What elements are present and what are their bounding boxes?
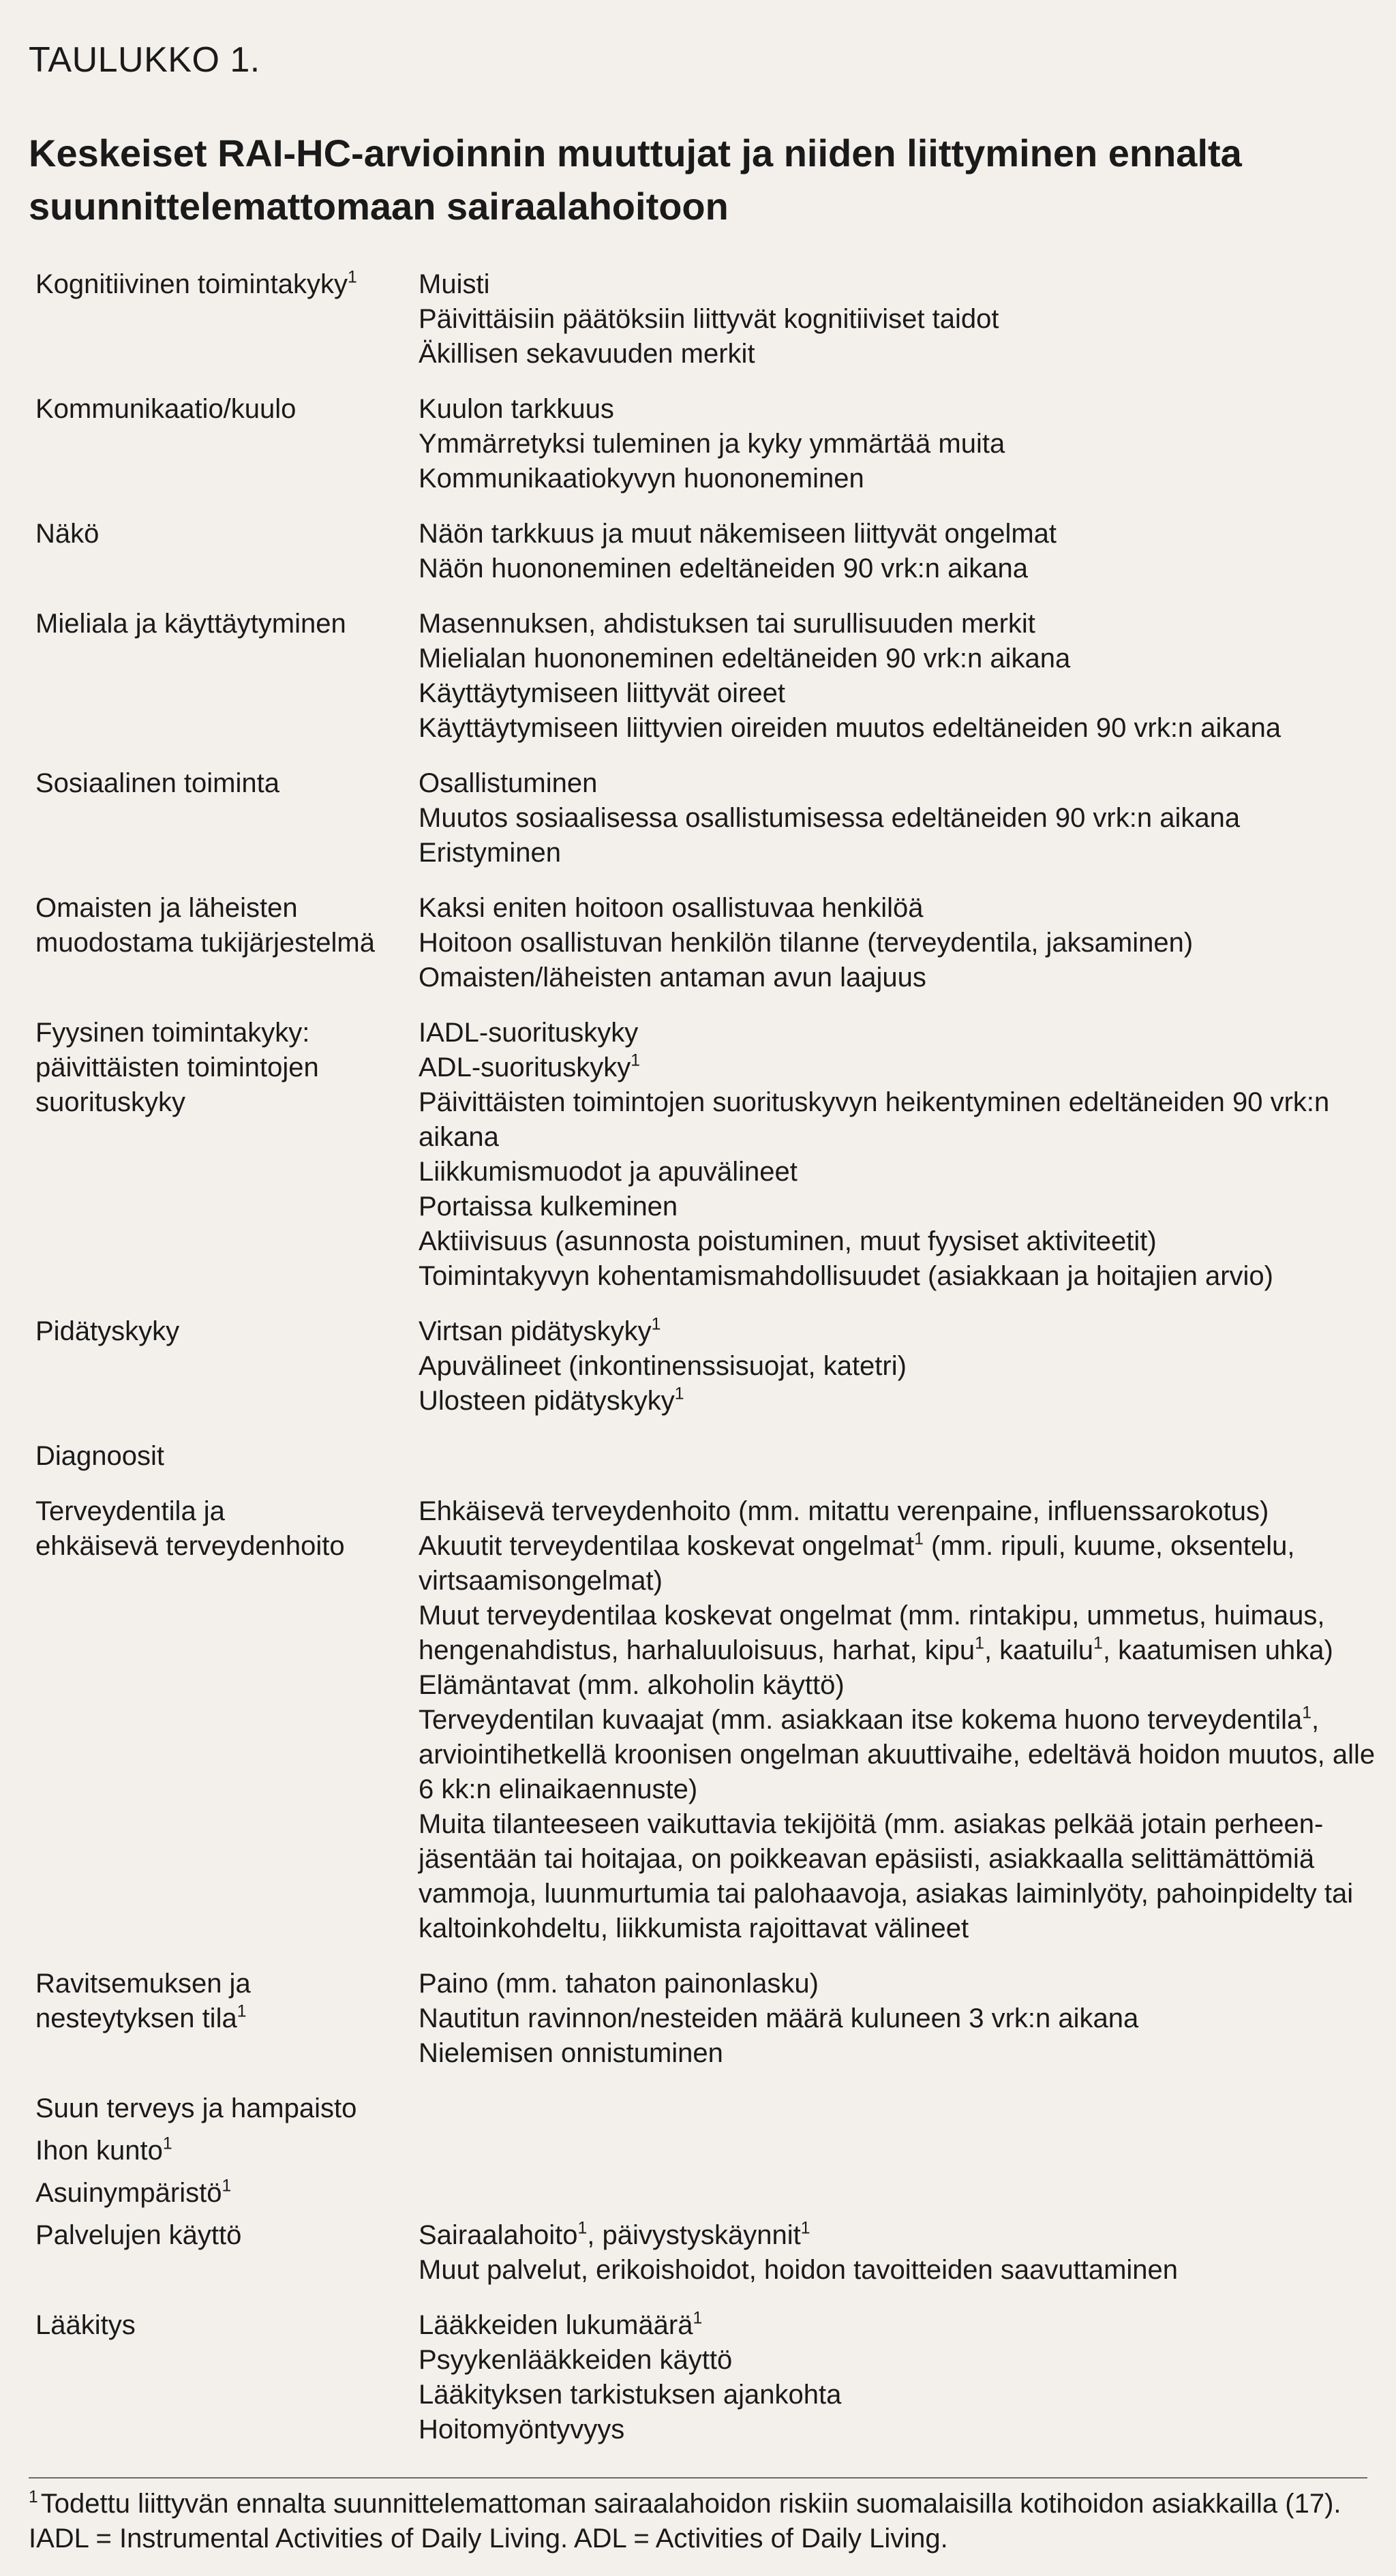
variable-item: Ulosteen pidätyskyky$^1$ — [419, 1384, 684, 1416]
variable-item: Hoitomyöntyvyys — [419, 2414, 625, 2444]
variable-item: ADL-suorituskyky$^1$ — [419, 1051, 640, 1082]
category-label: Sosiaalinen toiminta — [35, 768, 279, 798]
footnote-mark: 1 — [29, 2487, 38, 2506]
category-cell — [29, 1494, 419, 1967]
variable-list — [419, 766, 1386, 891]
category-cell — [29, 607, 419, 766]
variable-list — [419, 267, 1386, 392]
footnote-1 — [29, 2487, 1367, 2521]
footnote-text: Todettu liittyvän ennalta suunnittelemattoman sairaalahoidon riskiin suomalaisilla kotihoidon asiakkailla (17). — [40, 2489, 1341, 2519]
variable-item: Muut palvelut, erikoishoidot, hoidon tavoitteiden saavuttaminen — [419, 2255, 1179, 2285]
variable-item: Paino (mm. tahaton painonlasku) — [419, 1969, 819, 1999]
footnote-ref: 1 — [1302, 1703, 1312, 1723]
variable-list — [419, 2218, 1386, 2308]
variable-list — [419, 2091, 1386, 2134]
category-label: Fyysinen toimintakyky: — [35, 1018, 310, 1048]
variable-list — [419, 517, 1386, 607]
footnote-ref: 1 — [348, 268, 357, 287]
category-cell — [29, 2091, 419, 2134]
category-label: Kommunikaatio/kuulo — [35, 394, 297, 424]
variable-item: IADL-suorituskyky — [419, 1018, 639, 1048]
variable-list — [419, 1016, 1386, 1314]
category-cell — [29, 267, 419, 392]
category-label: Asuinympäristö$^1$ — [35, 2177, 232, 2208]
footnote-ref: 1 — [674, 1384, 684, 1404]
variable-item: Ehkäisevä terveydenhoito (mm. mitattu verenpaine, influenssarokotus) — [419, 1496, 1269, 1526]
footnotes — [29, 2487, 1367, 2556]
variable-item: Muisti — [419, 269, 490, 299]
variable-item: Nautitun ravinnon/nesteiden määrä kuluneen 3 vrk:n aikana — [419, 2003, 1139, 2033]
variable-item: Elämäntavat (mm. alkoholin käyttö) — [419, 1670, 845, 1700]
category-cell — [29, 1967, 419, 2091]
category-cell — [29, 2176, 419, 2218]
variable-list — [419, 891, 1386, 1016]
category-cell — [29, 766, 419, 891]
category-label: Kognitiivinen toimintakyky$^1$ — [35, 268, 357, 299]
category-label: päivittäisten toimintojen — [35, 1052, 319, 1082]
footnote-ref: 1 — [693, 2309, 703, 2328]
variable-list — [419, 607, 1386, 766]
variable-item: Päivittäisiin päätöksiin liittyvät kognitiiviset taidot — [419, 304, 999, 334]
variable-item: Eristyminen — [419, 838, 561, 868]
variable-list — [419, 1314, 1386, 1439]
category-label: suorituskyky — [35, 1087, 186, 1117]
variable-list — [419, 2308, 1386, 2468]
variable-list — [419, 2176, 1386, 2218]
variable-item: Käyttäytymiseen liittyvät oireet — [419, 678, 785, 708]
category-cell — [29, 891, 419, 1016]
variable-item: Masennuksen, ahdistuksen tai surullisuuden merkit — [419, 609, 1035, 639]
variable-item: Toimintakyvyn kohentamismahdollisuudet (asiakkaan ja hoitajien arvio) — [419, 1261, 1273, 1291]
variable-list — [419, 2134, 1386, 2176]
variable-list — [419, 1494, 1386, 1967]
variable-item: Kuulon tarkkuus — [419, 394, 614, 424]
variable-item: Ymmärretyksi tuleminen ja kyky ymmärtää muita — [419, 429, 1005, 459]
category-label: Mieliala ja käyttäytyminen — [35, 609, 346, 639]
variables-table — [29, 267, 1376, 2468]
table-title: Keskeiset RAI-HC-arvioinnin muuttujat ja niiden liittyminen ennalta suunnittelemattomaan sairaalahoitoon — [29, 132, 1242, 228]
variable-item: Äkillisen sekavuuden merkit — [419, 339, 755, 369]
category-cell — [29, 517, 419, 607]
variable-item: Liikkumismuodot ja apuvälineet — [419, 1157, 798, 1187]
footnote-ref: 1 — [577, 2219, 588, 2238]
variable-item: Psyykenlääkkeiden käyttö — [419, 2345, 733, 2375]
variable-item: Akuutit terveydentilaa koskevat ongelmat$^1$ (mm. ripuli, kuume, oksentelu, virtsaamisongelmat) — [419, 1530, 1295, 1596]
category-cell — [29, 2218, 419, 2308]
category-cell — [29, 1439, 419, 1494]
category-label: nesteytyksen tila$^1$ — [35, 2002, 247, 2033]
variable-item: Osallistuminen — [419, 768, 598, 798]
variable-item: Käyttäytymiseen liittyvien oireiden muutos edeltäneiden 90 vrk:n aikana — [419, 713, 1281, 743]
variable-item: Nielemisen onnistuminen — [419, 2038, 723, 2068]
category-label: ehkäisevä terveydenhoito — [35, 1531, 345, 1561]
footnote-ref: 1 — [800, 2219, 810, 2238]
category-cell — [29, 1314, 419, 1439]
footnote-ref: 1 — [237, 2002, 247, 2021]
category-label: Ihon kunto$^1$ — [35, 2134, 172, 2166]
variable-item: Apuvälineet (inkontinenssisuojat, katetri) — [419, 1351, 907, 1381]
variable-list — [419, 1439, 1386, 1494]
variable-list — [419, 1967, 1386, 2091]
category-label: Palvelujen käyttö — [35, 2220, 242, 2250]
category-cell — [29, 2308, 419, 2468]
footnote-ref: 1 — [222, 2177, 232, 2196]
variable-item: Virtsan pidätyskyky$^1$ — [419, 1315, 661, 1346]
category-label: Omaisten ja läheisten — [35, 893, 298, 923]
variable-item: Lääkkeiden lukumäärä$^1$ — [419, 2309, 703, 2340]
footnote-ref: 1 — [975, 1634, 984, 1653]
footnote-ref: 1 — [914, 1530, 924, 1549]
table-label: TAULUKKO 1. — [29, 40, 260, 80]
category-cell — [29, 1016, 419, 1314]
variable-item: Päivittäisten toimintojen suorituskyvyn heikentyminen edeltäneiden 90 vrk:n aikana — [419, 1087, 1330, 1152]
category-label: Lääkitys — [35, 2310, 136, 2340]
variable-item: Muutos sosiaalisessa osallistumisessa edeltäneiden 90 vrk:n aikana — [419, 803, 1241, 833]
category-label: Pidätyskyky — [35, 1316, 180, 1346]
category-cell — [29, 392, 419, 517]
variable-item: Muita tilanteeseen vaikuttavia tekijöitä (mm. asiakas pelkää jotain perheen-jäsentään tai hoitajaa, on poikkeavan epäsiisti, asiakkaalla selittämättömiä vammoja, luunmurtumia tai palohaavoja, asiakas laiminlyöty, pahoinpidelty tai kaltoinkohdeltu, liikkumista rajoittavat välineet — [419, 1809, 1354, 1943]
variable-item: Sairaalahoito$^1$, päivystyskäynnit$^1$ — [419, 2219, 810, 2250]
footnote-ref: 1 — [1093, 1634, 1103, 1653]
category-label: Näkö — [35, 519, 100, 549]
footnote-divider — [29, 2477, 1367, 2479]
category-cell — [29, 2134, 419, 2176]
variable-item: Omaisten/läheisten antaman avun laajuus — [419, 963, 926, 992]
variable-item: Terveydentilan kuvaajat (mm. asiakkaan itse kokema huono terveydentila$^1$, arviointihetkellä kroonisen ongelman akuuttivaihe, edeltävä hoidon muutos, alle 6 kk:n elinaikaennuste) — [419, 1703, 1376, 1804]
variable-item: Kommunikaatiokyvyn huononeminen — [419, 464, 864, 494]
variable-item: Mielialan huononeminen edeltäneiden 90 vrk:n aikana — [419, 643, 1071, 673]
category-label: muodostama tukijärjestelmä — [35, 928, 375, 958]
variable-item: Hoitoon osallistuvan henkilön tilanne (terveydentila, jaksaminen) — [419, 928, 1194, 958]
variable-item: Kaksi eniten hoitoon osallistuvaa henkilöä — [419, 893, 924, 923]
category-label: Diagnoosit — [35, 1441, 165, 1471]
variable-item: Lääkityksen tarkistuksen ajankohta — [419, 2380, 842, 2410]
footnote-ref: 1 — [631, 1051, 640, 1070]
footnote-ref: 1 — [162, 2134, 172, 2153]
variable-list — [419, 392, 1386, 517]
category-label: Ravitsemuksen ja — [35, 1969, 251, 1999]
variable-item: Aktiivisuus (asunnosta poistuminen, muut fyysiset aktiviteetit) — [419, 1226, 1157, 1256]
variable-item: Näön huononeminen edeltäneiden 90 vrk:n aikana — [419, 554, 1029, 584]
abbreviations-note: IADL = Instrumental Activities of Daily Living. ADL = Activities of Daily Living. — [29, 2524, 948, 2554]
footnote-ref: 1 — [651, 1315, 661, 1334]
variable-item: Portaissa kulkeminen — [419, 1192, 678, 1222]
category-label: Terveydentila ja — [35, 1496, 225, 1526]
variable-item: Muut terveydentilaa koskevat ongelmat (mm. rintakipu, ummetus, huimaus, hengenahdistus, harhaluuloisuus, harhat, kipu$^1$, kaatuilu$^1$, kaatumisen uhka) — [419, 1601, 1333, 1665]
category-label: Suun terveys ja hampaisto — [35, 2093, 357, 2123]
variable-item: Näön tarkkuus ja muut näkemiseen liittyvät ongelmat — [419, 519, 1057, 549]
